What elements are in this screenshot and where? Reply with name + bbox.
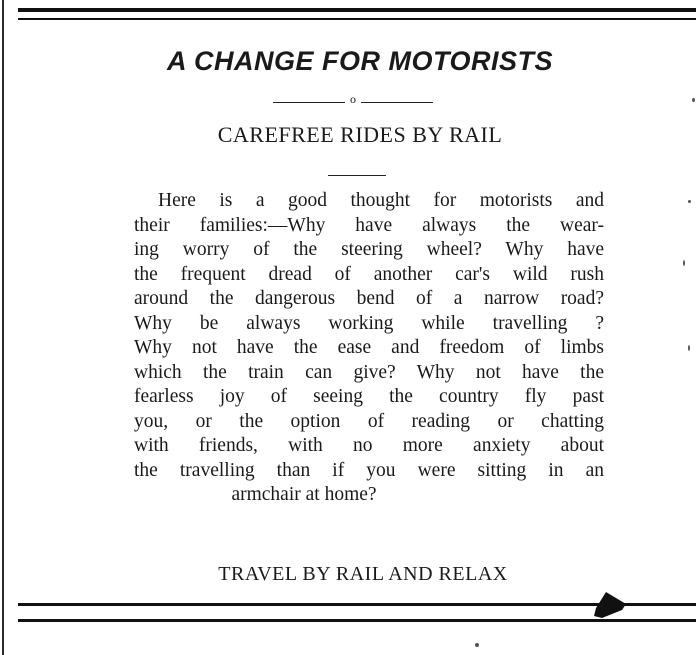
ink-speck xyxy=(683,260,685,266)
body-line: Why not have the ease and freedom of limbs xyxy=(134,337,604,358)
short-divider-rule xyxy=(328,175,386,176)
body-line: you, or the option of reading or chatting xyxy=(134,410,604,432)
body-line: the travelling than if you were sitting in an xyxy=(134,459,604,481)
ink-speck xyxy=(692,98,695,102)
top-thick-rule xyxy=(18,8,696,12)
subheadline: CAREFREE RIDES BY RAIL xyxy=(217,122,503,147)
headline: A CHANGE FOR MOTORISTS xyxy=(166,46,553,76)
ornamental-divider xyxy=(273,92,433,108)
top-thin-rule xyxy=(18,18,696,20)
ink-speck xyxy=(475,643,479,647)
tagline: TRAVEL BY RAIL AND RELAX xyxy=(218,563,508,585)
body-line: with friends, with no more anxiety about xyxy=(134,435,604,456)
body-line: around the dangerous bend of a narrow road? xyxy=(134,288,604,309)
body-line: Here is a good thought for motorists and xyxy=(158,190,604,211)
body-line: fearless joy of seeing the country fly past xyxy=(134,386,604,407)
body-line: armchair at home? xyxy=(231,484,377,505)
article-body xyxy=(134,189,604,508)
body-line: which the train can give? Why not have the xyxy=(134,361,604,383)
body-line: ing worry of the steering wheel? Why have xyxy=(134,239,604,260)
ink-speck xyxy=(688,200,691,203)
divider-glyph: o xyxy=(350,92,356,106)
ink-smudge-icon xyxy=(592,588,632,624)
body-line: Why be always working while travelling ? xyxy=(134,312,604,334)
ink-speck xyxy=(688,345,690,351)
body-line: their families:—Why have always the wear- xyxy=(134,214,604,236)
body-line: the frequent dread of another car's wild rush xyxy=(134,263,604,285)
page-left-border xyxy=(2,0,4,655)
